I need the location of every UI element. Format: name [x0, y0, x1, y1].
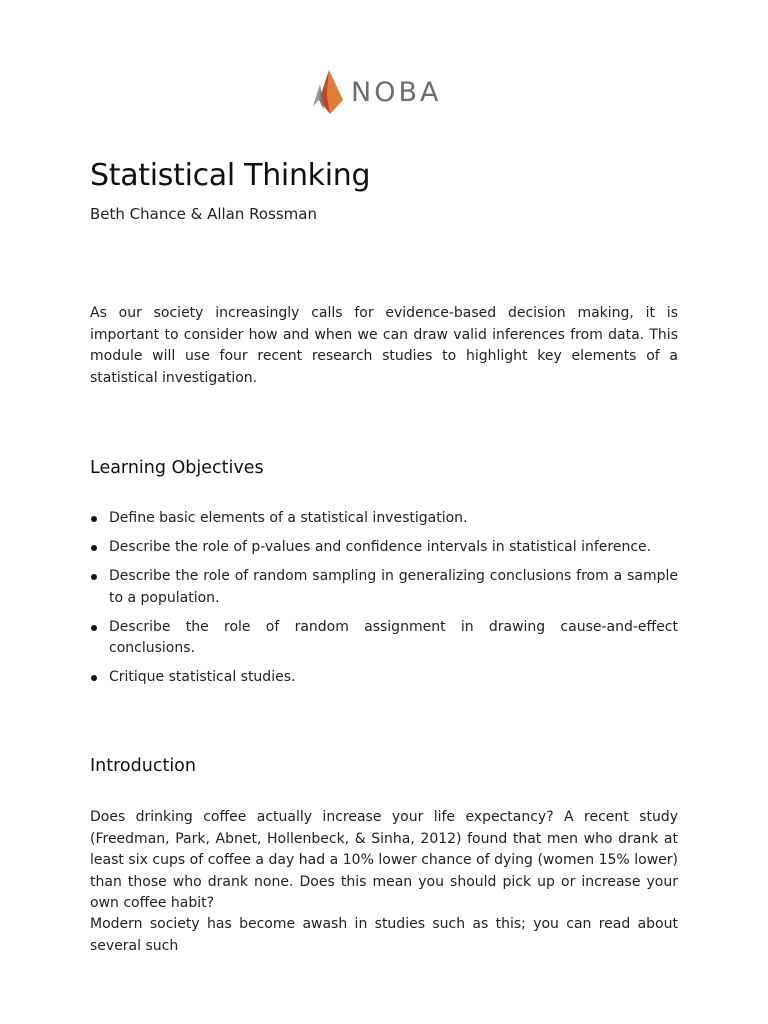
list-item	[90, 566, 678, 609]
learning-objectives-heading: Learning Objectives	[90, 458, 264, 478]
list-item-text: Define basic elements of a statistical investigation.	[109, 510, 468, 526]
noba-logo-mark-icon	[313, 70, 343, 114]
learning-objectives-list	[90, 508, 678, 696]
introduction-heading: Introduction	[90, 756, 196, 776]
list-item	[90, 667, 678, 689]
noba-logo	[313, 70, 441, 114]
list-item	[90, 508, 678, 530]
introduction-paragraph-1: Does drinking coffee actually increase your life expectancy? A recent study (Freedman, Park, Abnet, Hollenbeck, & Sinha, 2012) found that men who drank at least six cups of coffee a day had a 10% lower chance of dying (women 15% lower) than those who drank none. Does this mean you should pick up or increase your own coffee habit?	[90, 809, 678, 911]
bullet-icon	[91, 545, 97, 551]
introduction-paragraph-2: Modern society has become awash in studies such as this; you can read about several such	[90, 916, 678, 954]
bullet-icon	[91, 675, 97, 681]
document-title: Statistical Thinking	[90, 158, 371, 193]
list-item	[90, 537, 678, 559]
list-item-text: Critique statistical studies.	[109, 669, 296, 685]
list-item-text: Describe the role of p-values and confidence intervals in statistical inference.	[109, 539, 652, 555]
list-item-text: Describe the role of random sampling in generalizing conclusions from a sample to a population.	[109, 568, 678, 606]
bullet-icon	[91, 625, 97, 631]
list-item	[90, 617, 678, 660]
abstract-paragraph: As our society increasingly calls for evidence-based decision making, it is important to consider how and when we can draw valid inferences from data. This module will use four recent research studies to highlight key elements of a statistical investigation.	[90, 305, 678, 386]
bullet-icon	[91, 574, 97, 580]
document-authors: Beth Chance & Allan Rossman	[90, 205, 317, 223]
bullet-icon	[91, 516, 97, 522]
logo-wordmark: NOBA	[351, 76, 442, 108]
list-item-text: Describe the role of random assignment in drawing cause-and-effect conclusions.	[109, 618, 678, 656]
